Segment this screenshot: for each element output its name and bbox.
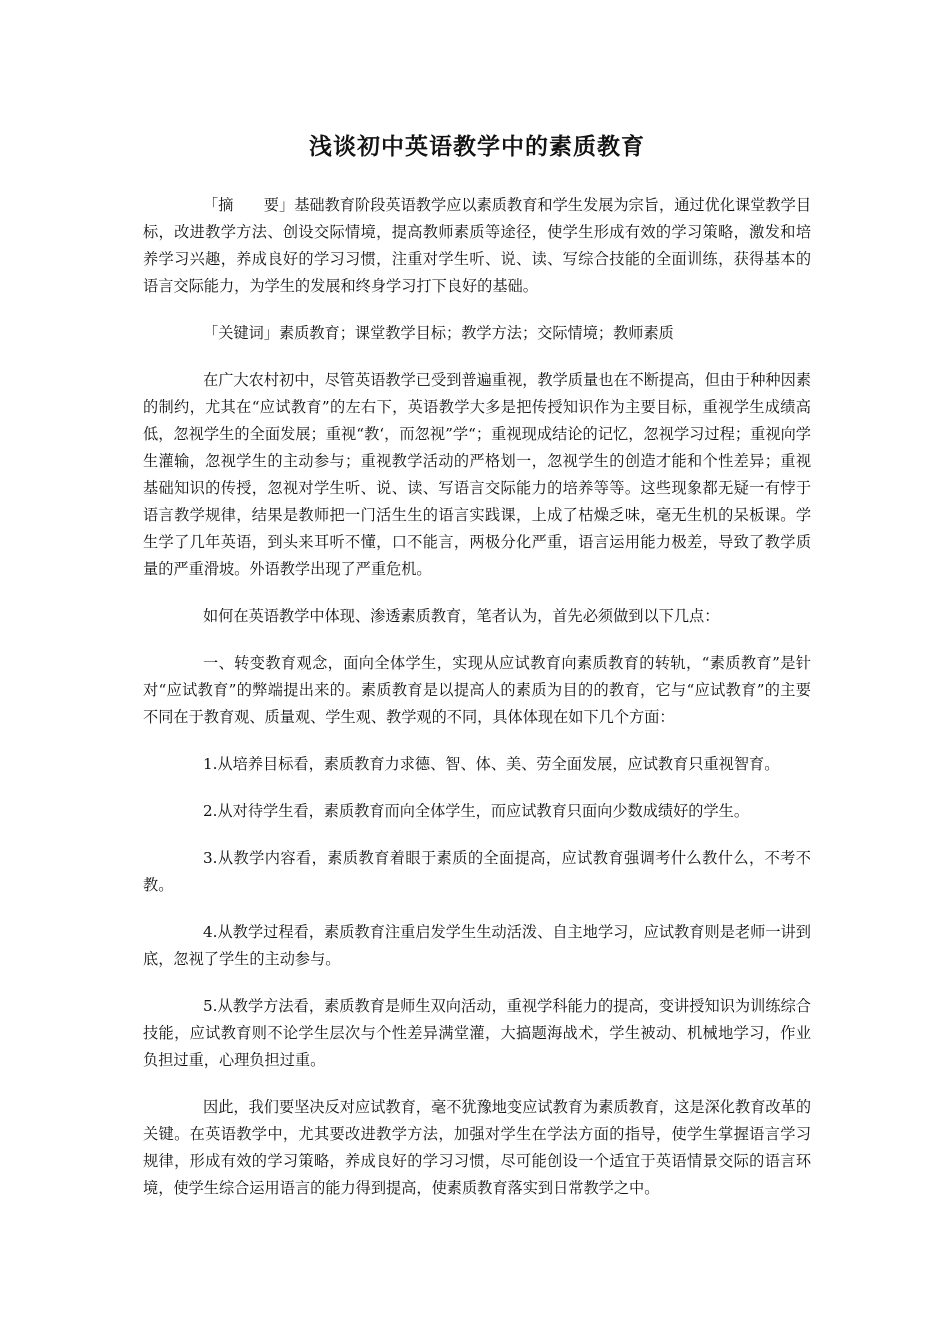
document-page [143, 130, 811, 1222]
body-paragraph-question: 如何在英语教学中体现、渗透素质教育，笔者认为，首先必须做到以下几点： [203, 607, 720, 625]
list-item-2: 2.从对待学生看，素质教育而向全体学生，而应试教育只面向少数成绩好的学生。 [203, 802, 750, 820]
abstract-paragraph: 「摘 要」基础教育阶段英语教学应以素质教育和学生发展为宗旨，通过优化课堂教学目标，改进教学方法、创设交际情境，提高教师素质等途径，使学生形成有效的学习策略，激发和培养学习兴趣，养成良好的学习习惯，注重对学生听、说、读、写综合技能的全面训练，获得基本的语言交际能力，为学生的发展和终身学习打下良好的基础。 [143, 196, 811, 295]
body-paragraph-conclusion: 因此，我们要坚决反对应试教育，毫不犹豫地变应试教育为素质教育，这是深化教育改革的关键。在英语教学中，尤其要改进教学方法，加强对学生在学法方面的指导，使学生掌握语言学习规律，形成有效的学习策略，养成良好的学习习惯，尽可能创设一个适宜于英语情景交际的语言环境，使学生综合运用语言的能力得到提高，使素质教育落实到日常教学之中。 [143, 1098, 811, 1197]
keywords-paragraph: 「关键词」素质教育；课堂教学目标；教学方法；交际情境；教师素质 [203, 324, 674, 342]
document-title: 浅谈初中英语教学中的素质教育 [309, 133, 645, 160]
list-item-4: 4.从教学过程看，素质教育注重启发学生生动活泼、自主地学习，应试教育则是老师一讲到底，忽视了学生的主动参与。 [143, 923, 811, 968]
list-item-5: 5.从教学方法看，素质教育是师生双向活动，重视学科能力的提高，变讲授知识为训练综合技能，应试教育则不论学生层次与个性差异满堂灌，大搞题海战术，学生被动、机械地学习，作业负担过重，心理负担过重。 [143, 997, 811, 1069]
body-paragraph-section-one: 一、转变教育观念，面向全体学生，实现从应试教育向素质教育的转轨，“素质教育”是针对“应试教育”的弊端提出来的。素质教育是以提高人的素质为目的的教育，它与“应试教育”的主要不同在于教育观、质量观、学生观、教学观的不同，具体体现在如下几个方面： [143, 654, 811, 726]
list-item-3: 3.从教学内容看，素质教育着眼于素质的全面提高，应试教育强调考什么教什么，不考不教。 [143, 849, 811, 894]
list-item-1: 1.从培养目标看，素质教育力求德、智、体、美、劳全面发展，应试教育只重视智育。 [203, 755, 780, 773]
body-paragraph-intro: 在广大农村初中，尽管英语教学已受到普遍重视，教学质量也在不断提高，但由于种种因素的制约，尤其在“应试教育”的左右下，英语教学大多是把传授知识作为主要目标，重视学生成绩高低，忽视学生的全面发展；重视“教‘，而忽视”学“；重视现成结论的记忆，忽视学习过程；重视向学生灌输，忽视学生的主动参与；重视教学活动的严格划一，忽视学生的创造才能和个性差异；重视基础知识的传授，忽视对学生听、说、读、写语言交际能力的培养等等。这些现象都无疑一有悖于语言教学规律，结果是教师把一门活生生的语言实践课，上成了枯燥乏味，毫无生机的呆板课。学生学了几年英语，到头来耳听不懂，口不能言，两极分化严重，语言运用能力极差，导致了教学质量的严重滑坡。外语教学出现了严重危机。 [143, 371, 811, 578]
